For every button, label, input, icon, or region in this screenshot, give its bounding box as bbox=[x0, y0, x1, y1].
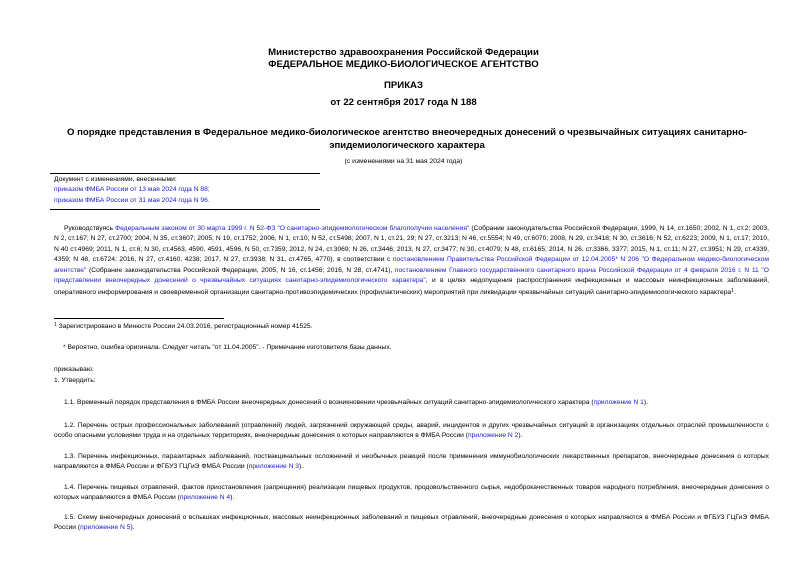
item-1-5: 1.5. Схему внеочередных донесений о вспышках инфекционных, массовых неинфекционных заболеваний и пищевых отравлений, внеочередные донесения о которых направляются в ФМБА России и ФГБУЗ ГЦГиЭ ФМБА России (приложение N 5). bbox=[54, 514, 769, 532]
doc-type: ПРИКАЗ bbox=[384, 80, 423, 91]
item-1-4: 1.4. Перечень пищевых отравлений, фактов приостановления (запрещения) реализации пищевых продуктов, продовольственного сырья, недоброкачественных товаров народного потребления, внеочередные донесения о которых направляются в ФМБА России (приложение N 4). bbox=[54, 484, 769, 502]
ministry-name: Министерство здравоохранения Российской Федерации bbox=[268, 47, 539, 58]
change-link-2[interactable]: приказом ФМБА России от 31 мая 2024 года N 96. bbox=[54, 196, 210, 204]
federal-law-link[interactable]: Федеральным законом от 30 марта 1999 г. N 52-ФЗ "О санитарно-эпидемиологическом благополучии населения" bbox=[115, 225, 470, 232]
item-1-3: 1.3. Перечень инфекционных, паразитарных заболеваний, поствакцинальных осложнений и необычных реакций после применения иммунобиологических лекарственных препаратов, внеочередные донесения о которых направляются в ФМБА России и ФГБУЗ ГЦГиЭ ФМБА России (приложение N 3). bbox=[54, 453, 769, 471]
government-decree-link[interactable]: постановлением Правительства Российской Федерации от 12.04.2005* N 206 "О Федеральном медико-биологическом агентстве" bbox=[54, 256, 769, 274]
footnote-rule bbox=[54, 318, 224, 319]
footnote-mark: 1 bbox=[731, 288, 734, 295]
changes-top-rule bbox=[50, 173, 320, 174]
changes-bottom-rule bbox=[50, 209, 320, 210]
document-title: О порядке представления в Федеральное медико-биологическое агентство внеочередных донесений о чрезвычайных ситуациях санитарно-эпидемиологического характера bbox=[66, 127, 748, 151]
sanitary-doctor-decree-link[interactable]: постановлением Главного государственного санитарного врача Российской Федерации от 4 февраля 2016 г. N 11 "О представлении внеочередных донесений о чрезвычайных ситуациях санитарно-эпидемиологического характера" bbox=[54, 266, 769, 285]
change-link-1[interactable]: приказом ФМБА России от 13 мая 2024 года N 88; bbox=[54, 186, 210, 194]
amendment-note: (с изменениями на 31 мая 2024 года) bbox=[344, 158, 463, 165]
item-1-1: 1.1. Временный порядок представления в ФМБА России внеочередных донесений о возникновении чрезвычайных ситуаций санитарно-эпидемиологического характера (приложение N 1). bbox=[64, 399, 648, 406]
doc-date-number: от 22 сентября 2017 года N 188 bbox=[330, 97, 477, 108]
agency-name: ФЕДЕРАЛЬНОЕ МЕДИКО-БИОЛОГИЧЕСКОЕ АГЕНТСТВО bbox=[268, 59, 539, 70]
appendix-2-link[interactable]: приложение N 2 bbox=[468, 432, 519, 440]
changes-block bbox=[54, 175, 354, 206]
footnote-1: $^1$ Зарегистрировано в Минюсте России 24.03.2016, регистрационный номер 41525. bbox=[54, 322, 313, 330]
approve-item: 1. Утвердить: bbox=[54, 377, 96, 384]
preamble-paragraph: Руководствуясь Федеральным законом от 30 марта 1999 г. N 52-ФЗ "О санитарно-эпидемиологическом благополучии населения" (Собрание законодательства Российской Федерации, 1999, N 14, ст.1650; 2002, N 1, ст.2; 2003, N 2, ст.167; N 27, ст.2700; 2004, N 35, ст.3607; 2005, N 19, ст.1752; 2006, N 1, ст.10; N 52, ст.5498; 2007, N 1, ст.21, 29; N 27, ст.3213; N 46, ст.5554; N 49, ст.6070; 2008, N 29, ст.3418; N 30, ст.3616; N 52, ст.6223; 2009, N 1, ст.17; 2010, N 40 ст.4969; 2011, N 1, ст.6; N 30, ст.4563, 4590, 4591, 4596, N 50, ст.7359; 2012, N 24, ст.3069; N 26, ст.3446; 2013, N 27, ст.3477; N 30, ст.4079; N 48, ст.6165; 2014, N 26, ст.3366, 3377; 2015, N 1, ст.11; N 27, ст.3951; N 29, ст.4339, 4359; N 48, ст.6724; 2016, N 27, ст.4160, 4238; 2017, N 27, ст.3938; N 31, ст.4765, 4770), в соответствии с постановлением Правительства Российской Федерации от 12.04.2005* N 206 "О Федеральном медико-биологическом агентстве" (Собрание законодательства Российской Федерации, 2005, N 16, ст.1456; 2016, N 28, ст.4741), постановлением Главного государственного санитарного врача Российской Федерации от 4 февраля 2016 г. N 11 "О представлении внеочередных донесений о чрезвычайных ситуациях санитарно-эпидемиологического характера", и в целях недопущения распространения инфекционных и массовых неинфекционных заболеваний, оперативного информирования и своевременной организации санитарно-противоэпидемических (профилактических) мероприятий при ликвидации чрезвычайных ситуаций санитарно-эпидемиологического характера$^1$. bbox=[54, 225, 769, 297]
changes-heading: Документ с изменениями, внесенными: bbox=[54, 176, 177, 183]
footnote-2: * Вероятно, ошибка оригинала. Следует читать "от 11.04.2005". - Примечание изготовителя базы данных. bbox=[63, 344, 392, 351]
appendix-5-link[interactable]: приложение N 5 bbox=[80, 524, 131, 532]
appendix-1-link[interactable]: приложение N 1 bbox=[593, 399, 644, 406]
appendix-3-link[interactable]: приложение N 3 bbox=[248, 463, 300, 471]
order-word: приказываю: bbox=[54, 366, 94, 373]
item-1-2: 1.2. Перечень острых профессиональных заболеваний (отравлений) людей, загрязнений окружающей среды, аварий, инцидентов и других чрезвычайных ситуаций в организациях отдельных отраслей промышленности с особо опасными условиями труда и на отдельных территориях, внеочередные донесения о которых направляются в ФМБА России (приложение N 2). bbox=[54, 422, 769, 440]
appendix-4-link[interactable]: приложение N 4 bbox=[179, 494, 231, 502]
